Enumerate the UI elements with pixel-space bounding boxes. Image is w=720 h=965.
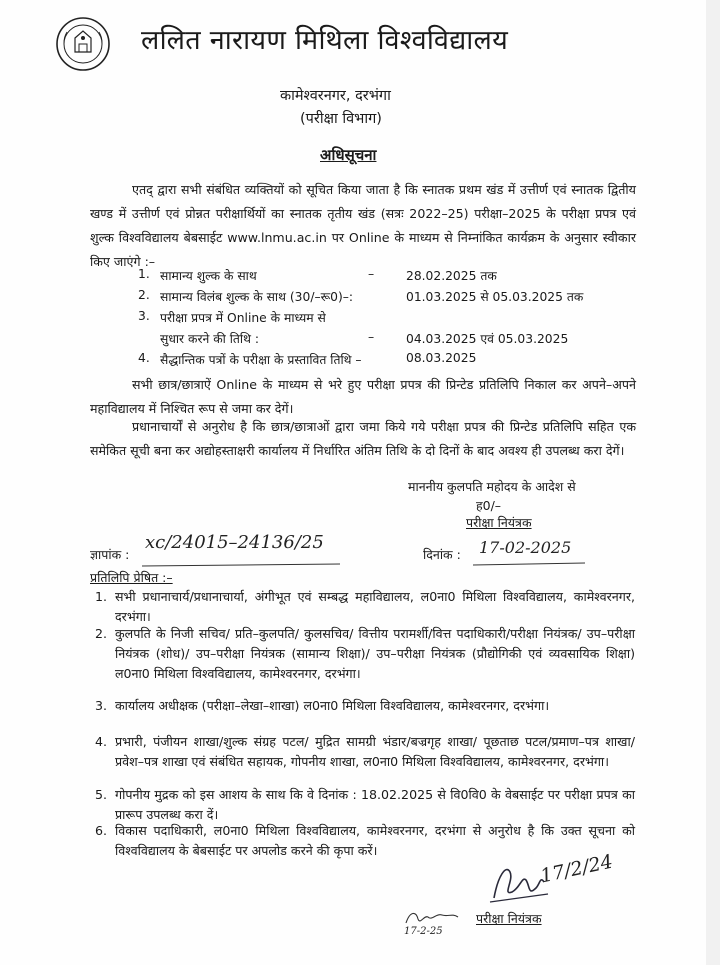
cc-item-2-num: 2.: [95, 626, 108, 641]
page-edge-shadow: [706, 0, 720, 965]
authority-signed: ह0/–: [476, 498, 502, 513]
notice-paragraph-3-text: प्रधानाचार्यों से अनुरोध है कि छात्र/छात्राओं द्वारा जमा किये गये परीक्षा प्रपत्र की प्रिन्टेड प्रतिलिपि सहित एक समेकित सूची बना कर अद्योहस्ताक्षरी कार्यालय में निर्धारित अंतिम तिथि के दो दिनों के बाद अवश्य ही उपलब्ध करा देगें।: [90, 419, 636, 458]
cc-item-6: [95, 821, 635, 861]
notice-paragraph-2: [90, 373, 636, 421]
schedule-item-3-label-2: सुधार करने की तिथि :: [160, 332, 260, 346]
notice-title: अधिसूचना: [320, 146, 377, 164]
cc-item-4-text: प्रभारी, पंजीयन शाखा/शुल्क संग्रह पटल/ मुद्रित सामग्री भंडार/बज्रगृह शाखा/ पूछताछ पटल/प्रमाण–पत्र शाखा/प्रवेश–पत्र शाखा एवं संबंधित सहायक, गोपनीय शाखा, ल0ना0 मिथिला विश्वविद्यालय, कामेश्वरनगर, दरभंगा।: [115, 734, 635, 769]
schedule-item-4-num: 4.: [138, 351, 150, 365]
cc-item-6-num: 6.: [95, 823, 108, 838]
signatory-designation: परीक्षा नियंत्रक: [476, 911, 542, 926]
schedule-item-1-dash: –: [368, 267, 375, 281]
cc-item-5-text: गोपनीय मुद्रक को इस आशय के साथ कि वे दिनांक : 18.02.2025 से वि0वि0 के वेबसाईट पर परीक्षा प्रपत्र का प्रारूप उपलब्ध करा दें।: [115, 787, 635, 822]
schedule-item-1-label: सामान्य शुल्क के साथ: [160, 269, 257, 283]
cc-item-3: [95, 696, 635, 716]
schedule-item-4-label: सैद्धान्तिक पत्रों के परीक्षा के प्रस्तावित तिथि –: [160, 353, 362, 367]
schedule-item-3-num: 3.: [138, 309, 150, 323]
cc-item-2: [95, 624, 635, 684]
university-location: कामेश्वरनगर, दरभंगा: [280, 88, 391, 104]
authority-designation: परीक्षा नियंत्रक: [466, 515, 532, 530]
signature-date: 17/2/24: [538, 850, 615, 888]
cc-item-2-text: कुलपति के निजी सचिव/ प्रति–कुलपति/ कुलसचिव/ वित्तीय परामर्शी/वित्त पदाधिकारी/परीक्षा नियंत्रक/ उप–परीक्षा नियंत्रक (शोध)/ उप–परीक्षा नियंत्रक (सामान्य शिक्षा)/ उप–परीक्षा नियंत्रक (प्रौद्योगिकी एवं व्यवसायिक शिक्षा) ल0ना0 मिथिला विश्वविद्यालय, कामेश्वरनगर, दरभंगा।: [115, 626, 635, 681]
memo-date-label: दिनांक :: [423, 547, 461, 562]
memo-label: ज्ञापांक :: [90, 547, 130, 562]
university-seal-icon: [55, 14, 111, 74]
cc-item-1: [95, 587, 635, 627]
authority-line: माननीय कुलपति महोदय के आदेश से: [408, 479, 576, 494]
schedule-item-2-date: 01.03.2025 से 05.03.2025 तक: [406, 290, 584, 304]
cc-item-5-num: 5.: [95, 787, 108, 802]
schedule-item-3-label: परीक्षा प्रपत्र में Online के माध्यम से: [160, 311, 326, 325]
memo-number: xc/24015–24136/25: [145, 532, 324, 553]
cc-item-4-num: 4.: [95, 734, 108, 749]
notice-paragraph-1: [90, 178, 636, 274]
cc-heading: प्रतिलिपि प्रेषित :–: [90, 570, 173, 585]
notice-paragraph-3: [90, 415, 636, 463]
schedule-item-4-date: 08.03.2025: [406, 351, 477, 365]
memo-date: 17-02-2025: [479, 538, 572, 557]
schedule-item-3-date: 04.03.2025 एवं 05.03.2025: [406, 332, 569, 346]
notice-paragraph-1-text: एतद् द्वारा सभी संबंधित व्यक्तियों को सूचित किया जाता है कि स्नातक प्रथम खंड में उत्तीर्ण एवं स्नातक द्वितीय खण्ड में उत्तीर्ण एवं प्रोन्नत परीक्षार्थियों का स्नातक तृतीय खंड (सत्रः 2022–25) परीक्षा–2025 के परीक्षा प्रपत्र एवं शुल्क विश्वविद्यालय बेबसाईट www.lnmu.ac.in पर Online के माध्यम से निम्नांकित कार्यक्रम के अनुसार स्वीकार किए जाएंगे :–: [90, 182, 636, 269]
cc-item-1-text: सभी प्रधानाचार्य/प्रधानाचार्या, अंगीभूत एवं सम्बद्ध महाविद्यालय, ल0ना0 मिथिला विश्वविद्यालय, कामेश्वरनगर, दरभंगा।: [115, 589, 635, 624]
notice-paragraph-2-text: सभी छात्र/छात्राऐं Online के माध्यम से भरे हुए परीक्षा प्रपत्र की प्रिन्टेड प्रतिलिपि निकाल कर अपने–अपने महाविद्यालय में निश्चित रूप से जमा कर देगें।: [90, 377, 636, 416]
cc-item-3-num: 3.: [95, 698, 108, 713]
schedule-item-2-num: 2.: [138, 288, 150, 302]
cc-item-1-num: 1.: [95, 589, 108, 604]
initials-date: 17-2-25: [404, 926, 443, 937]
university-name: ललित नारायण मिथिला विश्वविद्यालय: [141, 25, 509, 56]
schedule-item-1-num: 1.: [138, 267, 150, 281]
schedule-item-1-date: 28.02.2025 तक: [406, 269, 497, 283]
schedule-item-2-label: सामान्य विलंब शुल्क के साथ (30/–रू0)–:: [160, 290, 354, 304]
cc-item-3-text: कार्यालय अधीक्षक (परीक्षा–लेखा–शाखा) ल0ना0 मिथिला विश्वविद्यालय, कामेश्वरनगर, दरभंगा।: [115, 698, 550, 713]
cc-item-4: [95, 732, 635, 772]
schedule-item-3-dash: –: [368, 330, 375, 344]
cc-item-6-text: विकास पदाधिकारी, ल0ना0 मिथिला विश्वविद्यालय, कामेश्वरनगर, दरभंगा से अनुरोध है कि उक्त सूचना को विश्वविद्यालय के बेबसाईट पर अपलोड करने की कृपा करें।: [115, 823, 635, 858]
department-name: (परीक्षा विभाग): [300, 111, 382, 127]
cc-item-5: [95, 785, 635, 825]
memo-underline: [90, 556, 590, 570]
